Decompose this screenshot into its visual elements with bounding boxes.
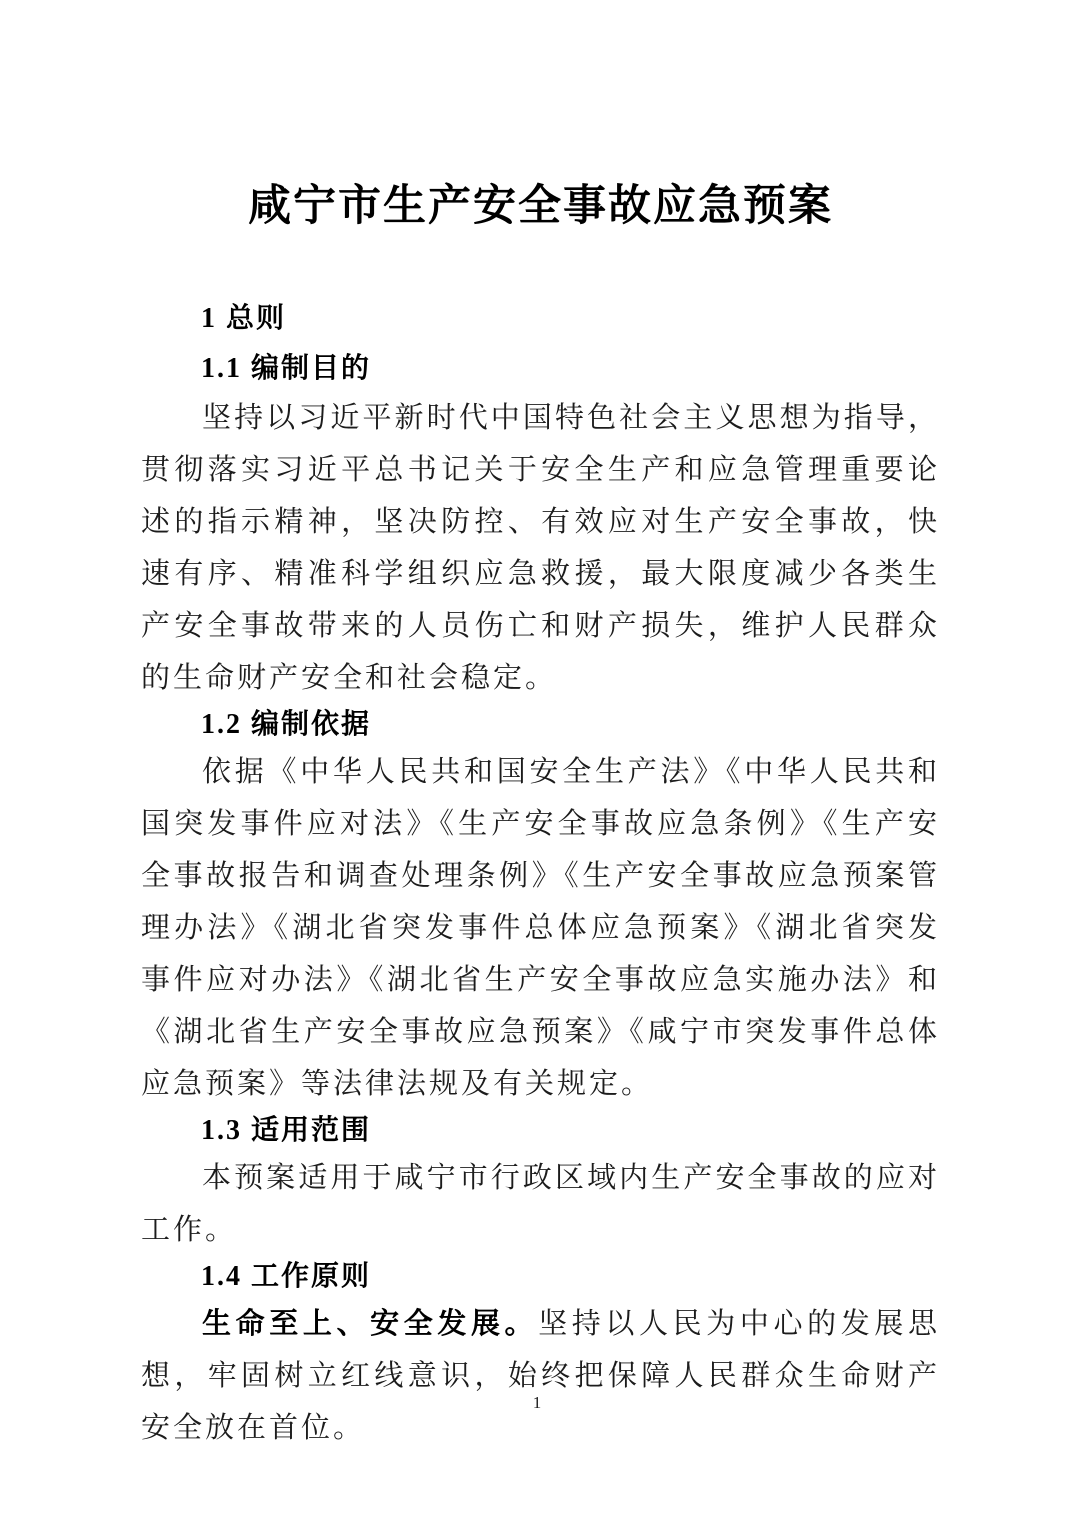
principles-lead-bold-text: 生命至上、安全发展。 xyxy=(202,1308,539,1340)
heading-compilation-purpose: 1.1 编制目的 xyxy=(201,353,372,384)
paragraph-working-principles xyxy=(141,1298,940,1454)
paragraph-compilation-purpose: 坚持以习近平新时代中国特色社会主义思想为指导，贯彻落实习近平总书记关于安全生产和应急管理重要论述的指示精神，坚决防控、有效应对生产安全事故，快速有序、精准科学组织应急救援，最大限度减少各类生产安全事故带来的人员伤亡和财产损失，维护人民群众的生命财产安全和社会稳定。 xyxy=(141,402,940,694)
document-title: 咸宁市生产安全事故应急预案 xyxy=(248,183,833,230)
page-number: 1 xyxy=(532,1393,542,1412)
heading-compilation-basis: 1.2 编制依据 xyxy=(201,709,372,740)
paragraph-compilation-basis: 依据《中华人民共和国安全生产法》《中华人民共和国突发事件应对法》《生产安全事故应急条例》《生产安全事故报告和调查处理条例》《生产安全事故应急预案管理办法》《湖北省突发事件总体应急预案》《湖北省突发事件应对办法》《湖北省生产安全事故应急实施办法》和《湖北省生产安全事故应急预案》《咸宁市突发事件总体应急预案》等法律法规及有关规定。 xyxy=(141,756,940,1100)
heading-general-provisions: 1 总则 xyxy=(201,303,287,334)
heading-working-principles: 1.4 工作原则 xyxy=(201,1261,372,1292)
heading-scope-of-application: 1.3 适用范围 xyxy=(201,1115,372,1146)
principles-body-text: 坚持以人民为中心的发展思想，牢固树立红线意识，始终把保障人民群众生命财产安全放在首位。 xyxy=(141,1308,940,1444)
paragraph-scope-of-application: 本预案适用于咸宁市行政区域内生产安全事故的应对工作。 xyxy=(141,1162,940,1246)
